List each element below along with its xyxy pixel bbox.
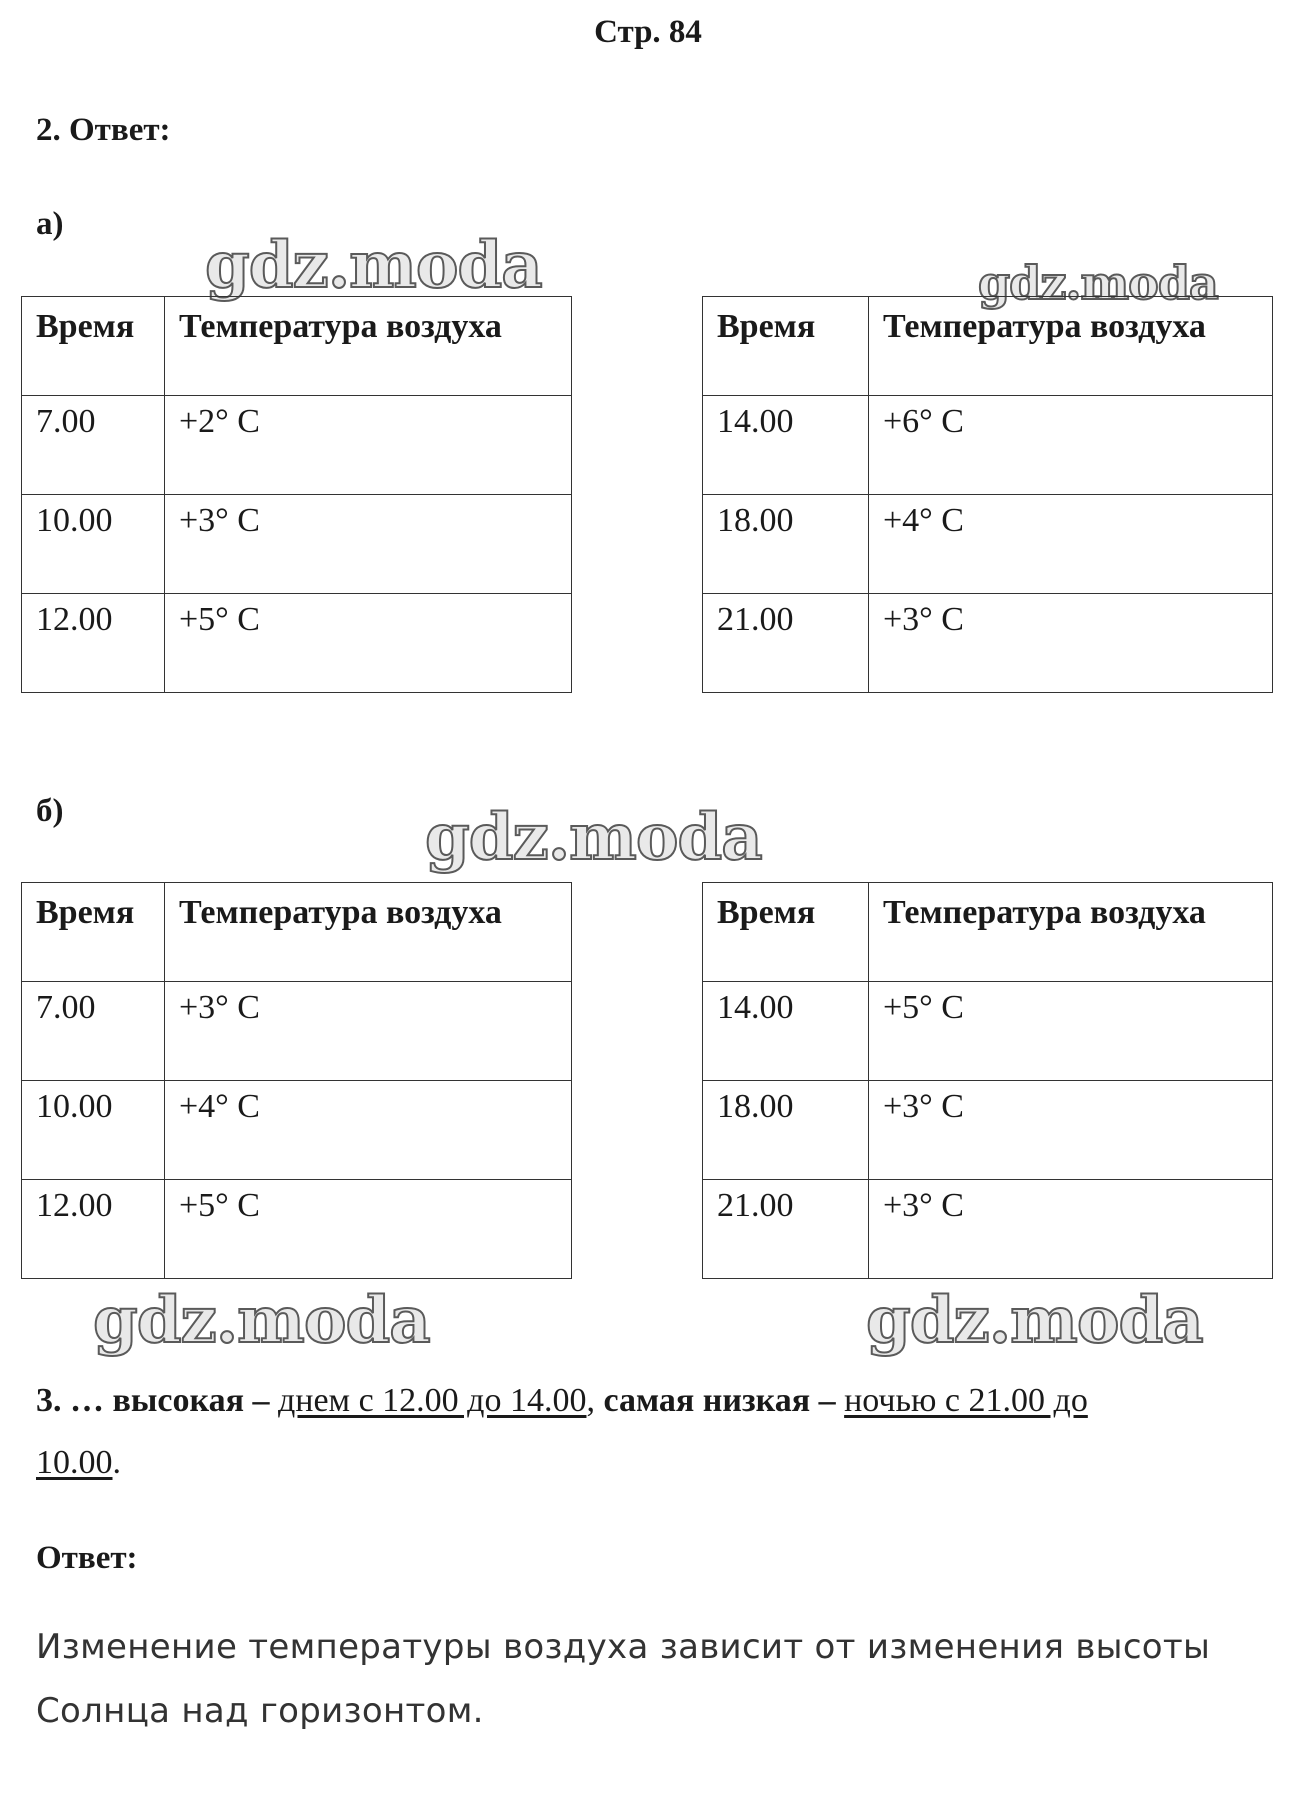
header-temp: Температура воздуха bbox=[869, 297, 1273, 396]
page-title: Стр. 84 bbox=[594, 14, 702, 50]
cell-time: 12.00 bbox=[22, 1180, 165, 1279]
table-header-row bbox=[703, 883, 1273, 982]
cell-temp: +3° C bbox=[869, 1180, 1273, 1279]
table-a-left bbox=[21, 296, 572, 693]
table-row bbox=[22, 1081, 572, 1180]
part-a-label: а) bbox=[36, 206, 64, 242]
table-row bbox=[703, 594, 1273, 693]
table-header-row bbox=[703, 297, 1273, 396]
table-row bbox=[703, 1081, 1273, 1180]
cell-time: 10.00 bbox=[22, 495, 165, 594]
table-row bbox=[703, 396, 1273, 495]
table-row bbox=[703, 1180, 1273, 1279]
cell-time: 21.00 bbox=[703, 594, 869, 693]
cell-time: 14.00 bbox=[703, 396, 869, 495]
cell-time: 21.00 bbox=[703, 1180, 869, 1279]
header-time: Время bbox=[22, 883, 165, 982]
cell-time: 18.00 bbox=[703, 1081, 869, 1180]
watermark: gdz.moda bbox=[978, 256, 1218, 310]
cell-temp: +5° C bbox=[869, 982, 1273, 1081]
cell-temp: +3° C bbox=[869, 594, 1273, 693]
table-a-right bbox=[702, 296, 1273, 693]
task3-low-label: самая низкая – bbox=[603, 1382, 836, 1419]
cell-temp: +4° C bbox=[869, 495, 1273, 594]
cell-temp: +3° C bbox=[869, 1081, 1273, 1180]
table-header-row bbox=[22, 297, 572, 396]
task3-low-period-b: 10.00 bbox=[36, 1444, 113, 1481]
task3-prefix: 3. … высокая – bbox=[36, 1382, 270, 1419]
table-row bbox=[22, 594, 572, 693]
cell-time: 7.00 bbox=[22, 396, 165, 495]
header-temp: Температура воздуха bbox=[869, 883, 1273, 982]
table-row bbox=[22, 982, 572, 1081]
cell-temp: +2° C bbox=[165, 396, 572, 495]
cell-time: 18.00 bbox=[703, 495, 869, 594]
watermark: gdz.moda bbox=[205, 228, 542, 303]
task2-heading: 2. Ответ: bbox=[36, 112, 171, 148]
answer-heading: Ответ: bbox=[36, 1540, 138, 1576]
cell-temp: +6° C bbox=[869, 396, 1273, 495]
table-row bbox=[703, 495, 1273, 594]
table-row bbox=[703, 982, 1273, 1081]
cell-temp: +5° C bbox=[165, 1180, 572, 1279]
table-row bbox=[22, 1180, 572, 1279]
cell-temp: +3° C bbox=[165, 982, 572, 1081]
task3-high-period: днем с 12.00 до 14.00 bbox=[277, 1382, 587, 1419]
cell-time: 12.00 bbox=[22, 594, 165, 693]
header-time: Время bbox=[703, 883, 869, 982]
cell-temp: +5° C bbox=[165, 594, 572, 693]
cell-time: 7.00 bbox=[22, 982, 165, 1081]
part-b-label: б) bbox=[36, 793, 64, 829]
table-header-row bbox=[22, 883, 572, 982]
cell-temp: +4° C bbox=[165, 1081, 572, 1180]
header-temp: Температура воздуха bbox=[165, 883, 572, 982]
watermark: gdz.moda bbox=[866, 1283, 1203, 1358]
cell-temp: +3° C bbox=[165, 495, 572, 594]
task3-answer bbox=[36, 1370, 1256, 1494]
task3-comma: , bbox=[586, 1382, 595, 1419]
task3-low-period-a: ночью с 21.00 до bbox=[844, 1382, 1088, 1419]
cell-time: 14.00 bbox=[703, 982, 869, 1081]
watermark: gdz.moda bbox=[425, 800, 762, 875]
cell-time: 10.00 bbox=[22, 1081, 165, 1180]
table-row bbox=[22, 495, 572, 594]
task3-period: . bbox=[112, 1444, 121, 1481]
watermark: gdz.moda bbox=[93, 1283, 430, 1358]
header-time: Время bbox=[703, 297, 869, 396]
header-temp: Температура воздуха bbox=[165, 297, 572, 396]
table-b-left bbox=[21, 882, 572, 1279]
header-time: Время bbox=[22, 297, 165, 396]
table-row bbox=[22, 396, 572, 495]
answer-text: Изменение температуры воздуха зависит от изменения высоты Солнца над горизонтом. bbox=[36, 1627, 1211, 1731]
table-b-right bbox=[702, 882, 1273, 1279]
